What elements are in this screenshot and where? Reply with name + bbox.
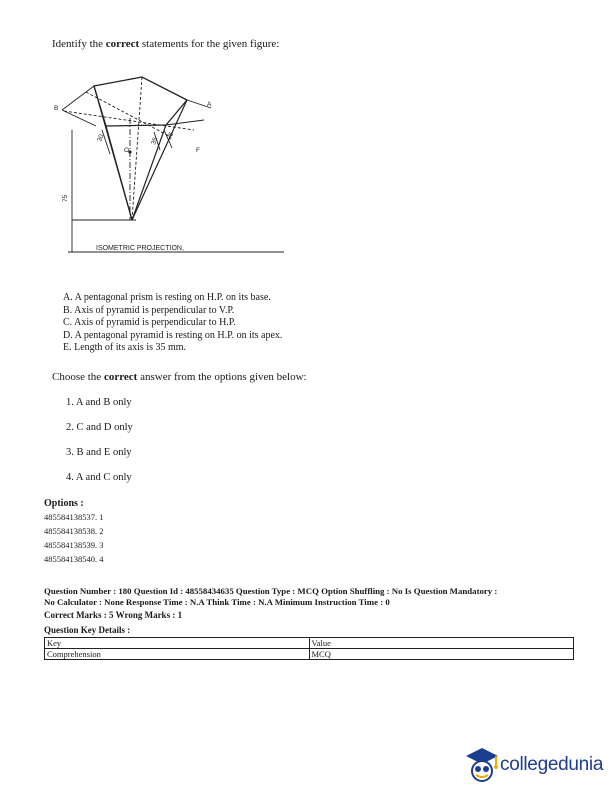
choice-2[interactable]: 2. C and D only xyxy=(66,422,133,433)
dim-26: 26 xyxy=(165,131,176,141)
prompt-text: Identify the xyxy=(52,38,106,50)
slant-edge xyxy=(106,126,132,220)
option-id-2: 485584138538. 2 xyxy=(44,526,104,536)
choice-1[interactable]: 1. A and B only xyxy=(66,397,132,408)
dim-35: 35 xyxy=(150,136,160,146)
statements-list xyxy=(63,292,282,355)
option-id-3: 485584138539. 3 xyxy=(44,540,104,550)
options-title: Options : xyxy=(44,498,84,509)
label-o: O xyxy=(124,147,130,154)
isometric-figure xyxy=(44,70,284,270)
cell-key: Comprehension xyxy=(45,649,310,660)
dim-75: 75 xyxy=(62,194,69,202)
figure-caption: ISOMETRIC PROJECTION, xyxy=(96,245,184,252)
frame-line xyxy=(166,120,204,125)
slant-edge xyxy=(132,100,187,220)
graduation-owl-icon xyxy=(462,744,502,784)
choose-instruction: Choose the correct answer from the options given below: xyxy=(52,371,307,383)
statement-b: B. Axis of pyramid is perpendicular to V.P. xyxy=(63,304,235,316)
choice-4[interactable]: 4. A and C only xyxy=(66,472,132,483)
hidden-edge xyxy=(132,77,142,220)
statement-a: A. A pentagonal prism is resting on H.P. on its base. xyxy=(63,292,271,303)
frame-line xyxy=(62,110,96,126)
key-details-table xyxy=(44,637,574,660)
header-value: Value xyxy=(309,638,574,649)
label-f: F xyxy=(196,147,200,154)
dim-30: 30 xyxy=(96,133,106,143)
meta-line-2: No Calculator : None Response Time : N.A Think Time : N.A Minimum Instruction Time : 0 xyxy=(44,597,390,607)
key-details-title: Question Key Details : xyxy=(44,625,131,635)
meta-line-1: Question Number : 180 Question Id : 48558434635 Question Type : MCQ Option Shuffling : No Is Question Mandatory : xyxy=(44,586,498,596)
pentagon-top xyxy=(94,77,187,126)
cell-value: MCQ xyxy=(309,649,574,660)
statement-d: D. A pentagonal pyramid is resting on H.P. on its apex. xyxy=(63,329,283,341)
option-id-4: 485584138540. 4 xyxy=(44,554,104,564)
frame-line xyxy=(62,86,94,110)
statement-e: E. Length of its axis is 35 mm. xyxy=(63,342,187,353)
label-a: A xyxy=(207,101,212,108)
option-id-1: 485584138537. 1 xyxy=(44,512,104,522)
brand-logo-text: collegedunia xyxy=(500,754,604,775)
label-b: B xyxy=(54,105,59,112)
prompt-bold: correct xyxy=(105,38,140,50)
table-row xyxy=(45,649,574,660)
dim-tag xyxy=(102,130,110,154)
header-key: Key xyxy=(45,638,310,649)
marks-line: Correct Marks : 5 Wrong Marks : 1 xyxy=(44,610,183,620)
statement-c: C. Axis of pyramid is perpendicular to H.P. xyxy=(63,317,236,328)
table-header-row xyxy=(45,638,574,649)
slant-edge xyxy=(132,125,166,220)
question-meta xyxy=(44,586,584,608)
question-prompt xyxy=(52,38,279,50)
choice-3[interactable]: 3. B and E only xyxy=(66,447,132,458)
prompt-text-end: statements for the given figure: xyxy=(139,38,280,50)
